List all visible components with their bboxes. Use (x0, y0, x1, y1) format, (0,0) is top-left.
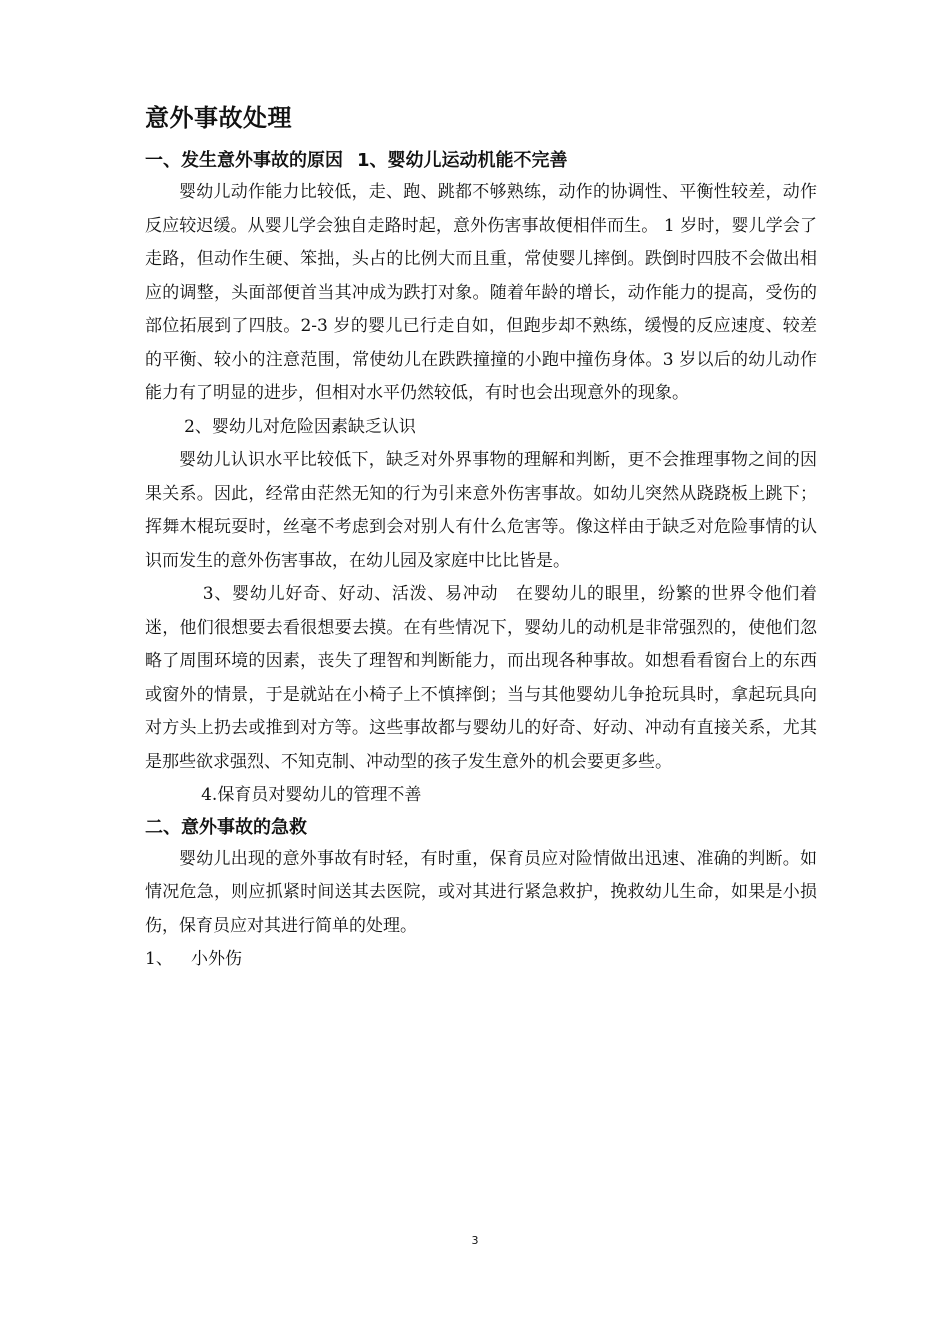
section-1-heading (145, 146, 817, 176)
page-number: 3 (471, 1234, 479, 1247)
document-body (145, 100, 817, 977)
subheading-2: 2、婴幼儿对危险因素缺乏认识 (184, 416, 416, 437)
subheading-4: 4.保育员对婴幼儿的管理不善 (201, 785, 422, 805)
paragraph-motor-skills: 婴幼儿动作能力比较低，走、跑、跳都不够熟练，动作的协调性、平衡性较差，动作反应较迟缓。从婴儿学会独自走路时起，意外伤害事故便相伴而生。 1 岁时，婴儿学会了走路，但动作生硬、笨拙，头占的比例大而且重，常使婴儿摔倒。跌倒时四肢不会做出相应的调整，头面部便首当其冲成为跌打对象。随着年龄的增长，动作能力的提高，受伤的部位拓展到了四肢。2-3 岁的婴儿已行走自如，但跑步却不熟练，缓慢的反应速度、较差的平衡、较小的注意范围，常使幼儿在跌跌撞撞的小跑中撞伤身体。3 岁以后的幼儿动作能力有了明显的进步，但相对水平仍然较低，有时也会出现意外的现象。 (145, 182, 817, 403)
paragraph-curiosity: 3、婴幼儿好奇、好动、活泼、易冲动 在婴幼儿的眼里，纷繁的世界令他们着迷，他们很想要去看很想要去摸。在有些情况下，婴幼儿的动机是非常强烈的，使他们忽略了周围环境的因素，丧失了理智和判断能力，而出现各种事故。如想看看窗台上的东西或窗外的情景，于是就站在小椅子上不慎摔倒；当与其他婴幼儿争抢玩具时，拿起玩具向对方头上扔去或推到对方等。这些事故都与婴幼儿的好奇、好动、冲动有直接关系，尤其是那些欲求强烈、不知克制、冲动型的孩子发生意外的机会要更多些。 (145, 584, 817, 772)
list-item-minor-injury (145, 943, 817, 977)
section-2-heading: 二、意外事故的急救 (145, 816, 307, 838)
page-title: 意外事故处理 (145, 104, 292, 132)
subheading-1: 1、婴幼儿运动机能不完善 (357, 150, 568, 171)
paragraph-risk-awareness: 婴幼儿认识水平比较低下，缺乏对外界事物的理解和判断，更不会推理事物之间的因果关系。因此，经常由茫然无知的行为引来意外伤害事故。如幼儿突然从跷跷板上跳下；挥舞木棍玩耍时，丝毫不考虑到会对别人有什么危害等。像这样由于缺乏对危险事情的认识而发生的意外伤害事故，在幼儿园及家庭中比比皆是。 (145, 450, 817, 571)
list-item-label: 小外伤 (191, 949, 242, 969)
paragraph-first-aid: 婴幼儿出现的意外事故有时轻，有时重，保育员应对险情做出迅速、准确的判断。如情况危急，则应抓紧时间送其去医院，或对其进行紧急救护，挽救幼儿生命，如果是小损伤，保育员应对其进行简单的处理。 (145, 848, 817, 936)
section-1-heading-text: 一、发生意外事故的原因 (145, 150, 343, 171)
list-item-number: 1、 (145, 949, 173, 969)
